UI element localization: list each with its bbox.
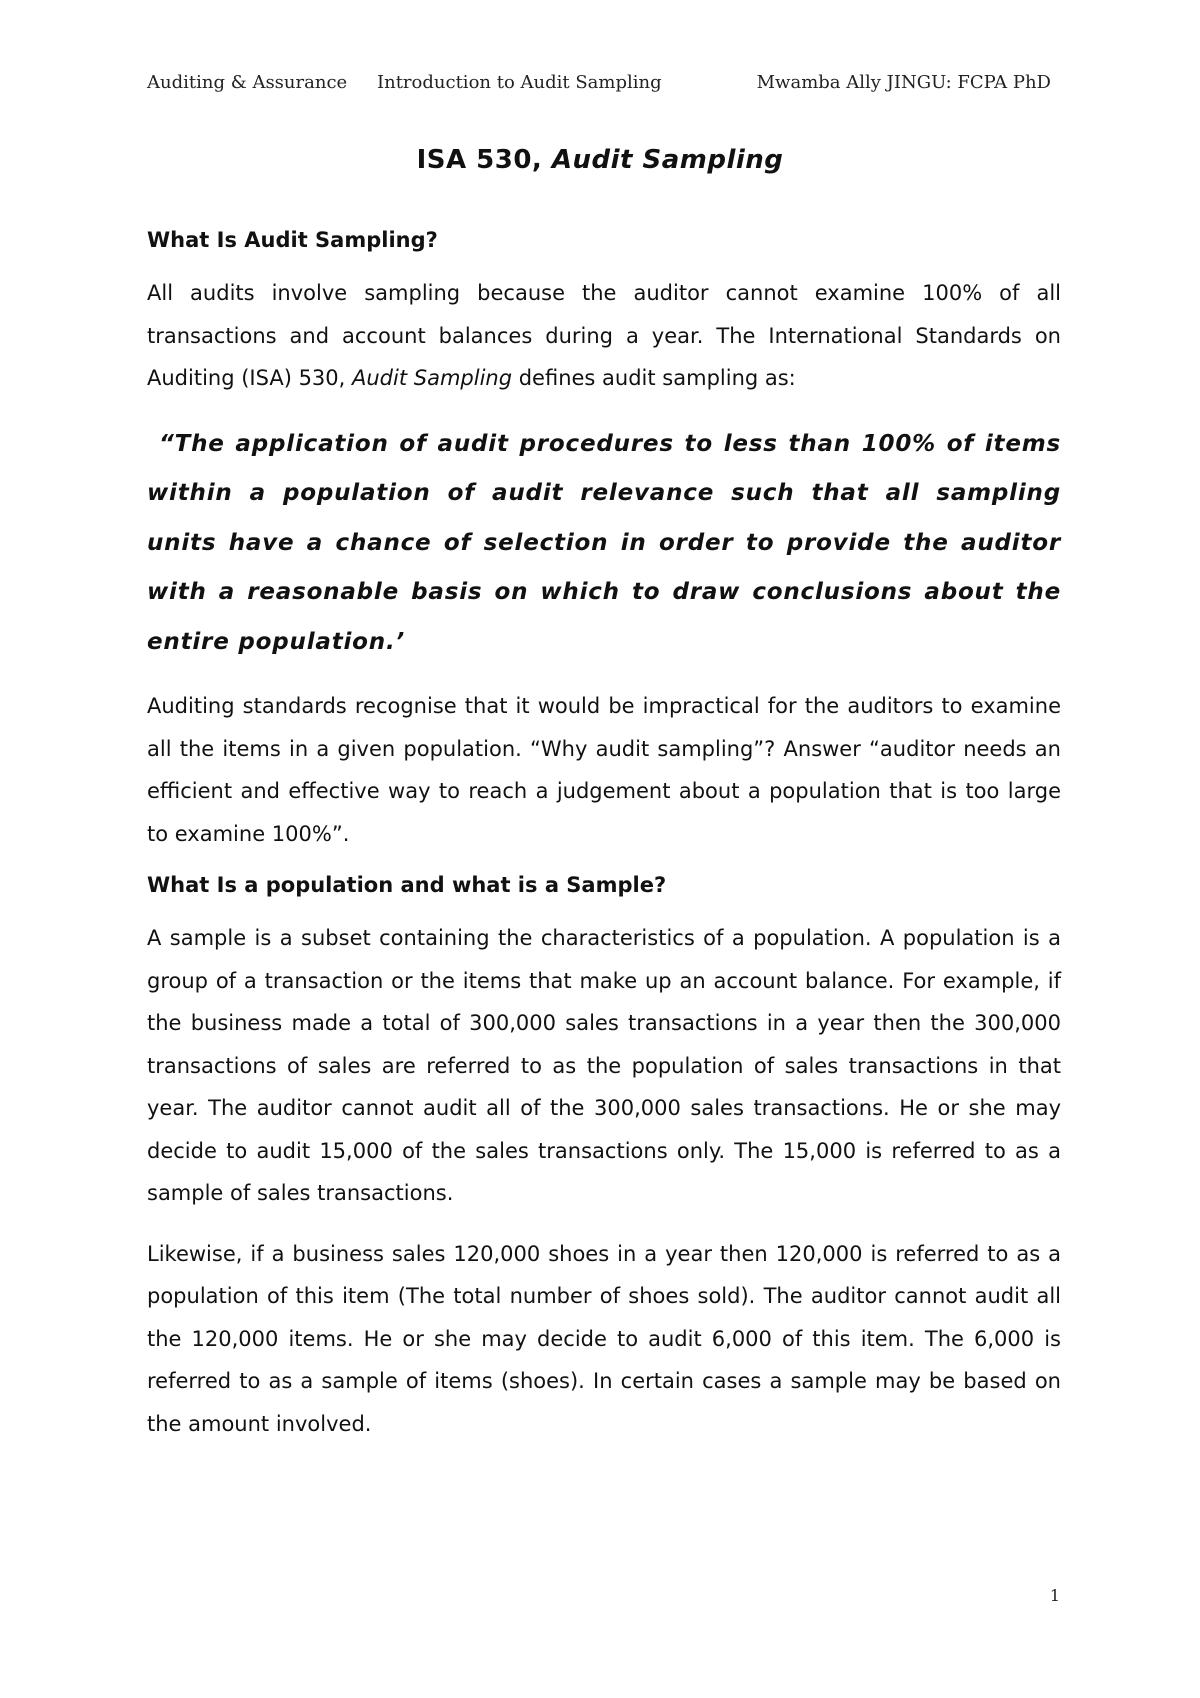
paragraph-shoes-example: Likewise, if a business sales 120,000 shoes in a year then 120,000 is referred to as a population of this item (The total number of shoes sold). The auditor cannot audit all the 120,000 items. He or she may decide to audit 6,000 of this item. The 6,000 is referred to as a sample of items (shoes). In certain cases a sample may be based on the amount involved. [147,1241,1061,1436]
title-prefix: ISA 530, [416,145,552,175]
paragraph-definition-intro-italic: Audit Sampling [352,366,513,390]
section-heading-population-sample: What Is a population and what is a Sample? [147,873,667,897]
paragraph-definition-intro-a: All audits involve sampling because the auditor cannot examine 100% of all transactions and account balances during a year. The International Standards on Auditing (ISA) 530, [147,281,1061,390]
page-number: 1 [1049,1586,1060,1605]
page-title [0,145,1200,175]
document-body [147,228,1061,1463]
section-heading-audit-sampling: What Is Audit Sampling? [147,228,438,252]
paragraph-definition-intro-b: defines audit sampling as: [512,366,796,390]
header-course: Auditing & Assurance [147,72,348,93]
title-italic: Audit Sampling [551,145,784,175]
paragraph-why-sampling: Auditing standards recognise that it would be impractical for the auditors to examine all the items in a given population. “Why audit sampling”? Answer “auditor needs an efficient and effective way to reach a judgement about a population that is too large to examine 100%”. [147,694,1061,846]
paragraph-definition-intro [147,272,1061,400]
isa-definition-quote: “The application of audit procedures to less than 100% of items within a population of audit relevance such that all sampling units have a chance of selection in order to provide the auditor with a reasonable basis on which to draw conclusions about the entire population.’ [147,430,1061,655]
header-topic: Introduction to Audit Sampling [377,72,662,93]
running-header [147,72,1051,100]
paragraph-sample-definition: A sample is a subset containing the characteristics of a population. A population is a group of a transaction or the items that make up an account balance. For example, if the business made a total of 300,000 sales transactions in a year then the 300,000 transactions of sales are referred to as the population of sales transactions in that year. The auditor cannot audit all of the 300,000 sales transactions. He or she may decide to audit 15,000 of the sales transactions only. The 15,000 is referred to as a sample of sales transactions. [147,926,1061,1205]
header-author: Mwamba Ally JINGU: FCPA PhD [756,72,1051,93]
